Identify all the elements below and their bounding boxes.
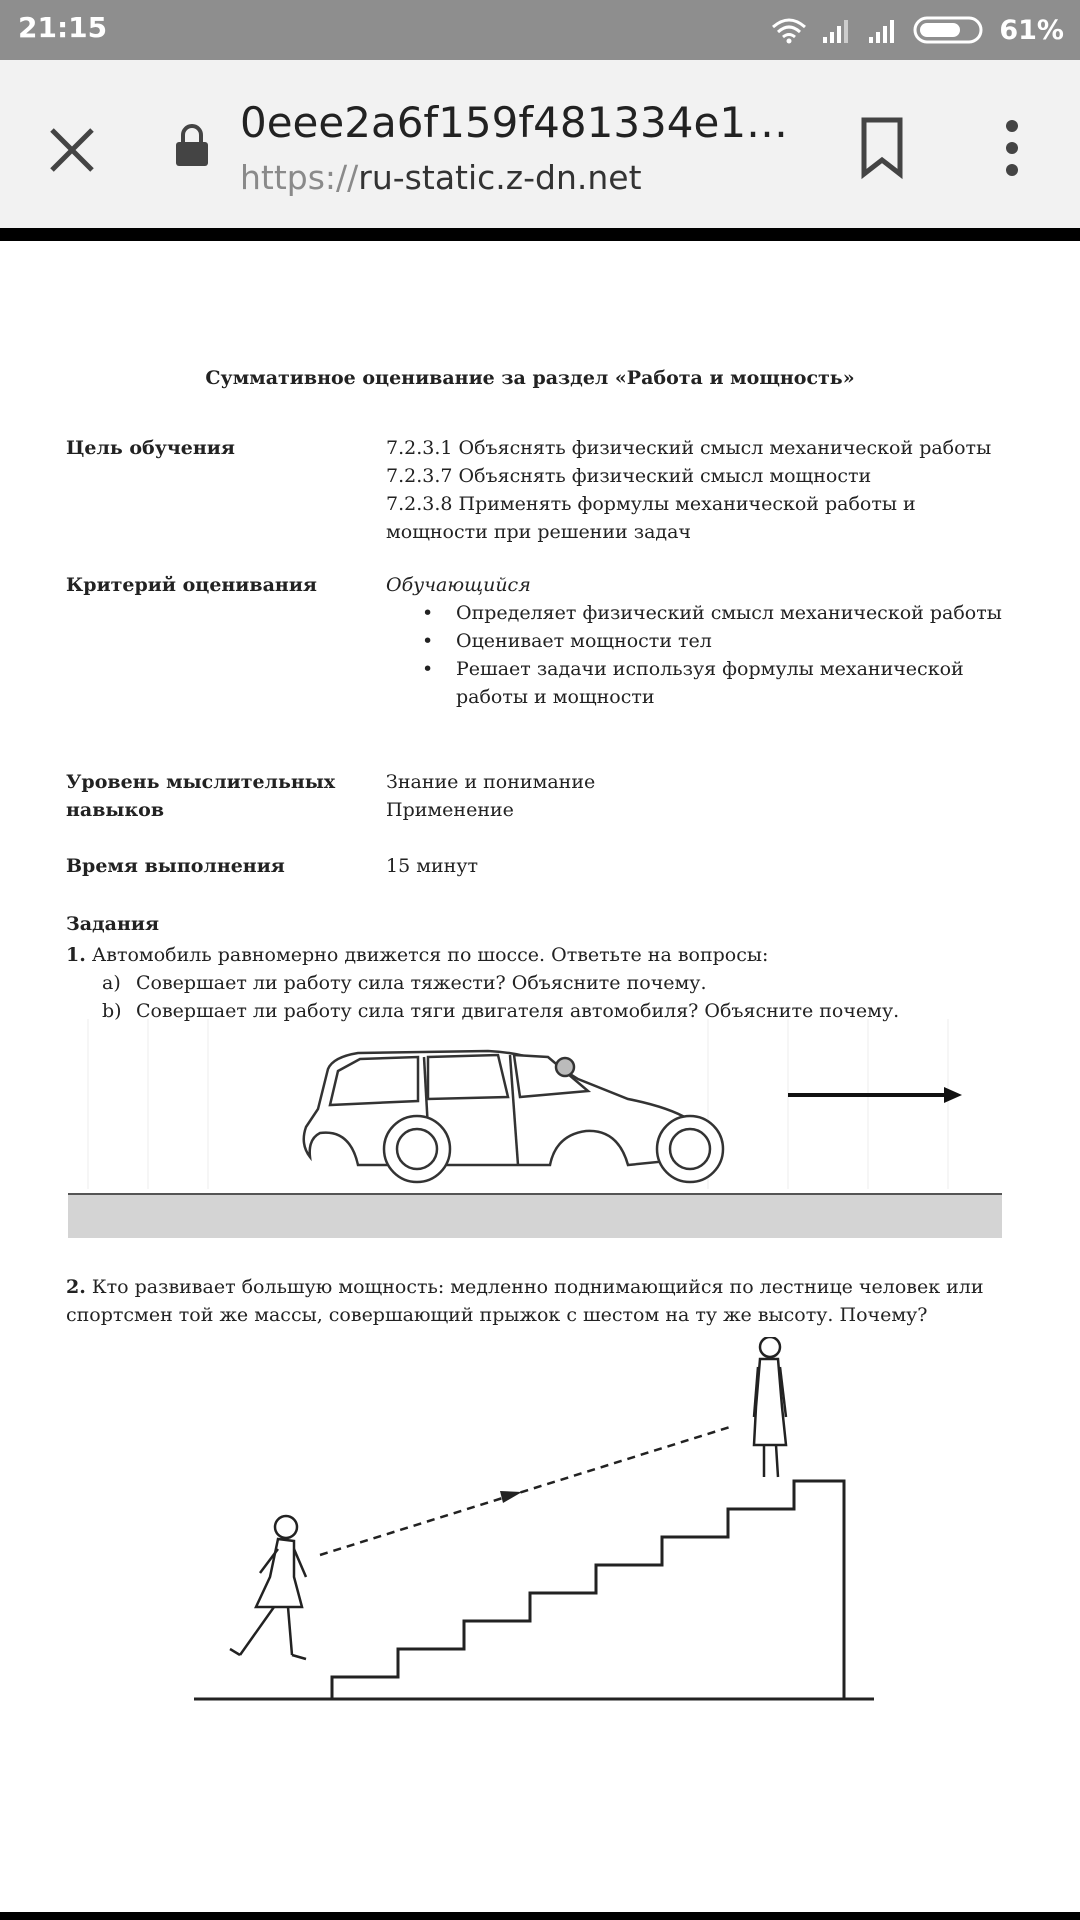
more-vert-icon[interactable] xyxy=(994,116,1030,180)
url-scheme: https:// xyxy=(240,158,359,197)
time-value: 15 минут xyxy=(386,855,479,877)
url-host: ru-static.z-dn.net xyxy=(358,158,642,197)
task-2 xyxy=(66,1273,1016,1329)
goal-label: Цель обучения xyxy=(66,437,235,459)
task-2-number: 2. xyxy=(66,1276,86,1298)
battery-icon xyxy=(913,15,987,45)
bookmark-icon[interactable] xyxy=(858,116,906,180)
signal-icon xyxy=(867,15,901,45)
task-1-b-text: Совершает ли работу сила тяги двигателя автомобиля? Объясните почему. xyxy=(136,1000,900,1022)
battery-level: 61% xyxy=(999,14,1064,46)
task-1-number: 1. xyxy=(66,944,86,966)
lock-icon[interactable] xyxy=(174,122,210,168)
task-1 xyxy=(66,941,1016,969)
time-label: Время выполнения xyxy=(66,855,285,877)
task-1-a-text: Совершает ли работу сила тяжести? Объясните почему. xyxy=(136,972,707,994)
page-title[interactable]: 0eee2a6f159f481334e1… xyxy=(240,98,789,147)
goal-list xyxy=(386,434,1016,546)
task-1-a xyxy=(102,969,1002,997)
signal-icon xyxy=(821,15,855,45)
goal-item: 7.2.3.1 Объяснять физический смысл механической работы xyxy=(386,437,992,459)
task-1-text: Автомобиль равномерно движется по шоссе. Ответьте на вопросы: xyxy=(91,944,769,966)
document-page[interactable] xyxy=(0,241,1080,1912)
task-2-text: Кто развивает большую мощность: медленно поднимающийся по лестнице человек или спортсмен той же массы, совершающий прыжок с шестом на ту же высоту. Почему? xyxy=(66,1276,984,1326)
goal-item: 7.2.3.8 Применять формулы механической работы и мощности при решении задач xyxy=(386,493,916,543)
stairs-illustration xyxy=(190,1337,880,1707)
criteria-list xyxy=(386,599,1016,711)
status-time: 21:15 xyxy=(18,11,108,44)
browser-toolbar xyxy=(0,60,1080,228)
skills-item: Применение xyxy=(386,799,514,821)
goal-item: 7.2.3.7 Объяснять физический смысл мощности xyxy=(386,465,872,487)
criteria-intro: Обучающийся xyxy=(386,574,531,596)
skills-label: Уровень мыслительных навыков xyxy=(66,771,336,821)
url-bar[interactable] xyxy=(240,158,642,197)
status-bar xyxy=(0,0,1080,60)
task-1-a-letter: a) xyxy=(102,972,121,994)
skills-item: Знание и понимание xyxy=(386,771,596,793)
wifi-icon xyxy=(769,15,809,45)
criteria-label: Критерий оценивания xyxy=(66,574,317,596)
skills-list xyxy=(386,768,1016,824)
task-1-b-letter: b) xyxy=(102,1000,122,1022)
close-icon[interactable] xyxy=(44,122,100,178)
tasks-heading: Задания xyxy=(66,913,160,935)
status-icons xyxy=(769,12,1064,48)
criteria-item: • Решает задачи используя формулы механической работы и мощности xyxy=(456,655,1016,711)
criteria-item: • Определяет физический смысл механической работы xyxy=(456,599,1016,627)
criteria-block xyxy=(386,571,1016,711)
car-illustration xyxy=(68,1019,1004,1244)
document-title: Суммативное оценивание за раздел «Работа и мощность» xyxy=(205,367,855,389)
criteria-item: • Оценивает мощности тел xyxy=(456,627,1016,655)
